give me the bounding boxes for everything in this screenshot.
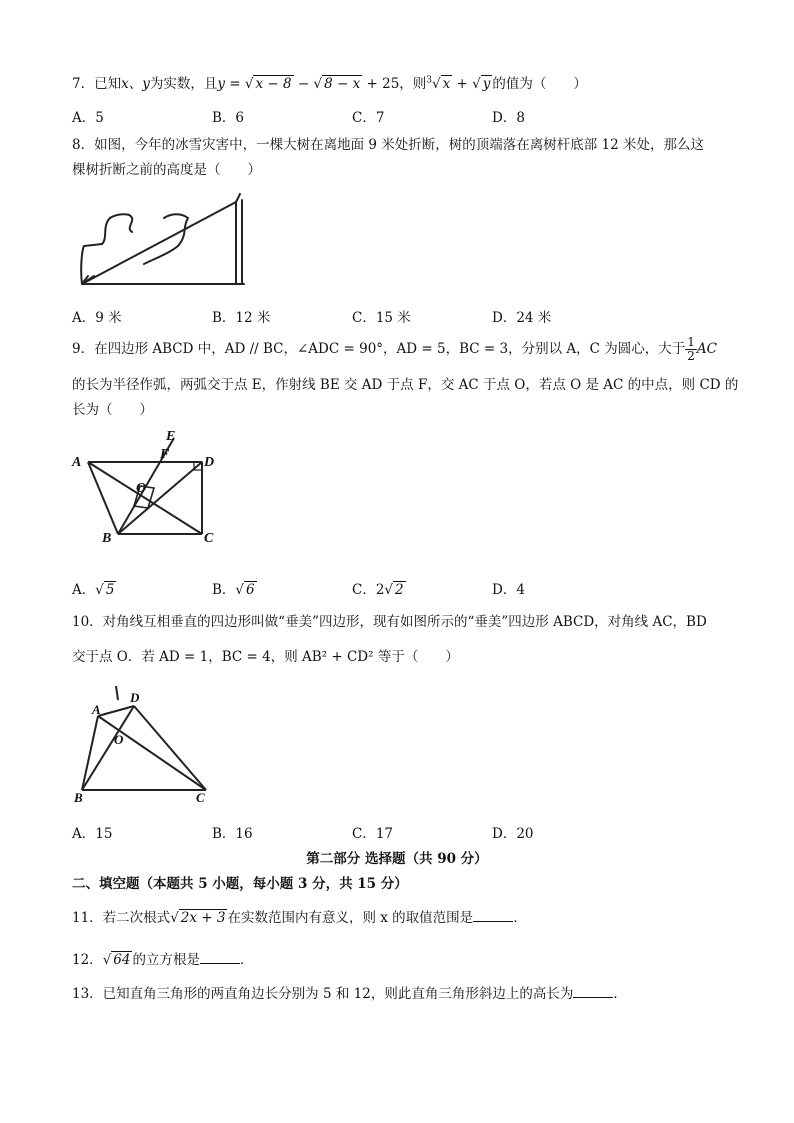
q12-answer-blank[interactable] <box>200 951 240 964</box>
q10-option-d[interactable]: D．20 <box>492 826 534 842</box>
q11-sqrt: √ 2x + 3 <box>170 910 226 926</box>
q9-option-a[interactable]: A．√ 5 <box>72 582 115 598</box>
snow-outline <box>81 214 132 284</box>
q13-answer-blank[interactable] <box>573 985 613 998</box>
q8-option-c[interactable]: C．15 米 <box>352 310 411 326</box>
q9-quadrilateral-figure <box>70 426 230 546</box>
q10-label-b: B <box>74 790 83 805</box>
q8-option-d[interactable]: D．24 米 <box>492 310 552 326</box>
q9-fraction: $\frac{1}{2}$ <box>687 335 695 363</box>
q7-options <box>72 106 672 126</box>
part2-title: 第二部分 选择题（共 90 分） <box>306 851 488 867</box>
q7-stem <box>72 72 587 92</box>
q7-minus: − <box>293 76 314 92</box>
q9-line1: 9．在四边形 ABCD 中，AD // BC，∠ADC = 90°，AD = 5，BC = 3，分别以 A，C 为圆心，大于 $\frac{1}{2}$ AC <box>72 335 717 363</box>
q10-label-o: O <box>114 732 124 747</box>
section2-title: 二、填空题（本题共 5 小题，每小题 3 分，共 15 分） <box>72 876 408 892</box>
q7-cbrt: $^3$√ x <box>426 75 451 92</box>
q9-label-e: E <box>166 429 176 444</box>
q7-eq-lhs: y = <box>217 76 245 92</box>
q8-line1: 8．如图，今年的冰雪灾害中，一棵大树在离地面 9 米处折断，树的顶端落在离树杆底部 12 米处，那么这 <box>72 137 705 153</box>
q10-option-a[interactable]: A．15 <box>72 826 113 842</box>
q12-sqrt: √ 64 <box>102 952 131 968</box>
q9-option-b[interactable]: B．√ 6 <box>212 582 255 598</box>
q10-options <box>72 822 672 842</box>
q10-label-a: A <box>92 702 101 717</box>
q7-plus25: + 25 <box>362 76 400 92</box>
q7-plus: + <box>452 76 473 92</box>
q9-options <box>72 578 672 598</box>
q9-label-d: D <box>204 455 215 470</box>
q10-quadrilateral-figure <box>70 680 220 808</box>
q7-vars: x、y <box>121 76 150 92</box>
q11-line: 11．若二次根式√ 2x + 3 在实数范围内有意义，则 x 的取值范围是 ． <box>72 910 527 926</box>
q9-label-o: O <box>136 481 147 496</box>
q8-options <box>72 306 672 326</box>
q9-line2: 的长为半径作弧，两弧交于点 E，作射线 BE 交 AD 于点 F，交 AC 于点 O，若点 O 是 AC 的中点，则 CD 的 <box>72 377 739 393</box>
q7-text-a: 7．已知 <box>72 76 122 92</box>
q9-line3: 长为（ ） <box>72 402 153 418</box>
q8-option-b[interactable]: B．12 米 <box>212 310 271 326</box>
q9-label-c: C <box>204 531 214 546</box>
q9-option-c[interactable]: C．2√ 2 <box>352 582 404 598</box>
broken-trunk <box>82 202 236 284</box>
q8-option-a[interactable]: A．9 米 <box>72 310 122 326</box>
q13-line: 13．已知直角三角形的两直角边长分别为 5 和 12，则此直角三角形斜边上的高长为 ． <box>72 986 627 1002</box>
q7-sqrt-1: √ x − 8 <box>244 76 292 92</box>
q7-option-b[interactable]: B．6 <box>212 110 245 126</box>
q7-option-c[interactable]: C．7 <box>352 110 385 126</box>
q11-answer-blank[interactable] <box>473 909 513 922</box>
q10-line1: 10．对角线互相垂直的四边形叫做“垂美”四边形，现有如图所示的“垂美”四边形 ABCD，对角线 AC，BD <box>72 614 707 630</box>
q9-label-a: A <box>72 455 82 470</box>
q8-line2: 棵树折断之前的高度是（ ） <box>72 162 261 178</box>
q10-option-c[interactable]: C．17 <box>352 826 394 842</box>
q10-label-c: C <box>196 790 205 805</box>
q7-option-a[interactable]: A．5 <box>72 110 104 126</box>
q7-text-c: ，则 <box>399 76 427 92</box>
q7-option-d[interactable]: D．8 <box>492 110 525 126</box>
q9-label-f: F <box>160 447 170 462</box>
q9-label-b: B <box>102 531 112 546</box>
q10-option-b[interactable]: B．16 <box>212 826 253 842</box>
q10-label-d: D <box>130 690 140 705</box>
q7-sqrt-2: √ 8 − x <box>313 76 361 92</box>
q12-line: 12．√ 64 的立方根是 ． <box>72 952 254 968</box>
q7-text-b: 为实数，且 <box>149 76 218 92</box>
q8-tree-figure <box>72 188 252 298</box>
q7-sqrt-y: √ y <box>472 76 491 92</box>
q10-line2: 交于点 O．若 AD = 1，BC = 4，则 AB² + CD² 等于（ ） <box>72 649 459 665</box>
q7-text-d: 的值为（ ） <box>492 76 587 92</box>
q9-option-d[interactable]: D．4 <box>492 582 525 598</box>
